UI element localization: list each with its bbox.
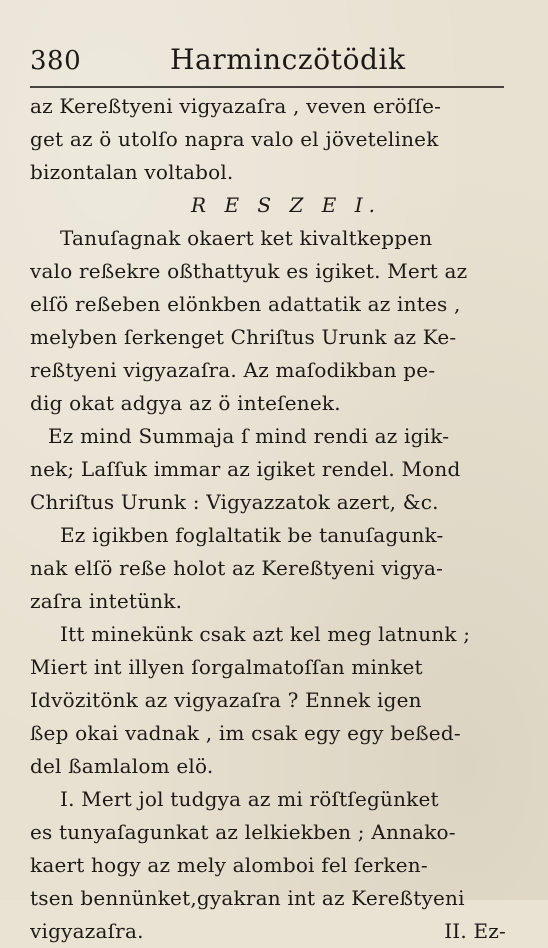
text-line: nak elſö reße holot az Kereßtyeni vigya- <box>30 556 444 580</box>
text-line: az Kereßtyeni vigyazaſra , veven eröſſe- <box>30 94 442 118</box>
text-line: Itt minekünk csak azt kel meg latnunk ; <box>60 622 471 646</box>
text-line: del ßamlalom elö. <box>30 754 214 778</box>
catchword: II. Ez- <box>444 919 506 943</box>
text-line: elſö reßeben elönkben adattatik az intes , <box>30 292 461 316</box>
text-line: valo reßekre oßthattyuk es igiket. Mert az <box>30 259 468 283</box>
body-text <box>30 90 512 948</box>
text-line: melyben ſerkenget Chriſtus Urunk az Ke- <box>30 325 457 349</box>
text-line: nek; Laſſuk immar az igiket rendel. Mond <box>30 457 461 481</box>
last-line-text: vigyazaſra. <box>30 919 144 943</box>
text-line: get az ö utolſo napra valo el jövetelinek <box>30 127 439 151</box>
text-line: Ez mind Summaja ſ mind rendi az igik- <box>48 424 450 448</box>
text-line: Tanuſagnak okaert ket kivaltkeppen <box>60 226 433 250</box>
text-line: es tunyaſagunkat az lelkiekben ; Annako- <box>30 820 456 844</box>
text-line: reßtyeni vigyazaſra. Az maſodikban pe- <box>30 358 436 382</box>
section-heading: R E S Z E I. <box>191 193 381 217</box>
header-rule <box>30 86 504 88</box>
text-line: bizontalan voltabol. <box>30 160 234 184</box>
text-line: ßep okai vadnak , im csak egy egy beßed- <box>30 721 461 745</box>
text-line: Idvözitönk az vigyazaſra ? Ennek igen <box>30 688 422 712</box>
last-line <box>30 915 512 948</box>
page-number: 380 <box>30 46 82 76</box>
text-line: tsen bennünket,gyakran int az Kereßtyeni <box>30 886 465 910</box>
text-line: Chriſtus Urunk : Vigyazzatok azert, &c. <box>30 490 439 514</box>
text-line: kaert hogy az mely alomboi fel ſerken- <box>30 853 428 877</box>
text-line: Miert int illyen ſorgalmatoſſan minket <box>30 655 423 679</box>
text-line: Ez igikben foglaltatik be tanuſagunk- <box>60 523 444 547</box>
text-line: dig okat adgya az ö inteſenek. <box>30 391 341 415</box>
page-header <box>30 40 518 80</box>
text-line: zaſra intetünk. <box>30 589 183 613</box>
text-line: I. Mert jol tudgya az mi röſtſegünket <box>60 787 439 811</box>
running-head: Harminczötödik <box>170 43 406 76</box>
